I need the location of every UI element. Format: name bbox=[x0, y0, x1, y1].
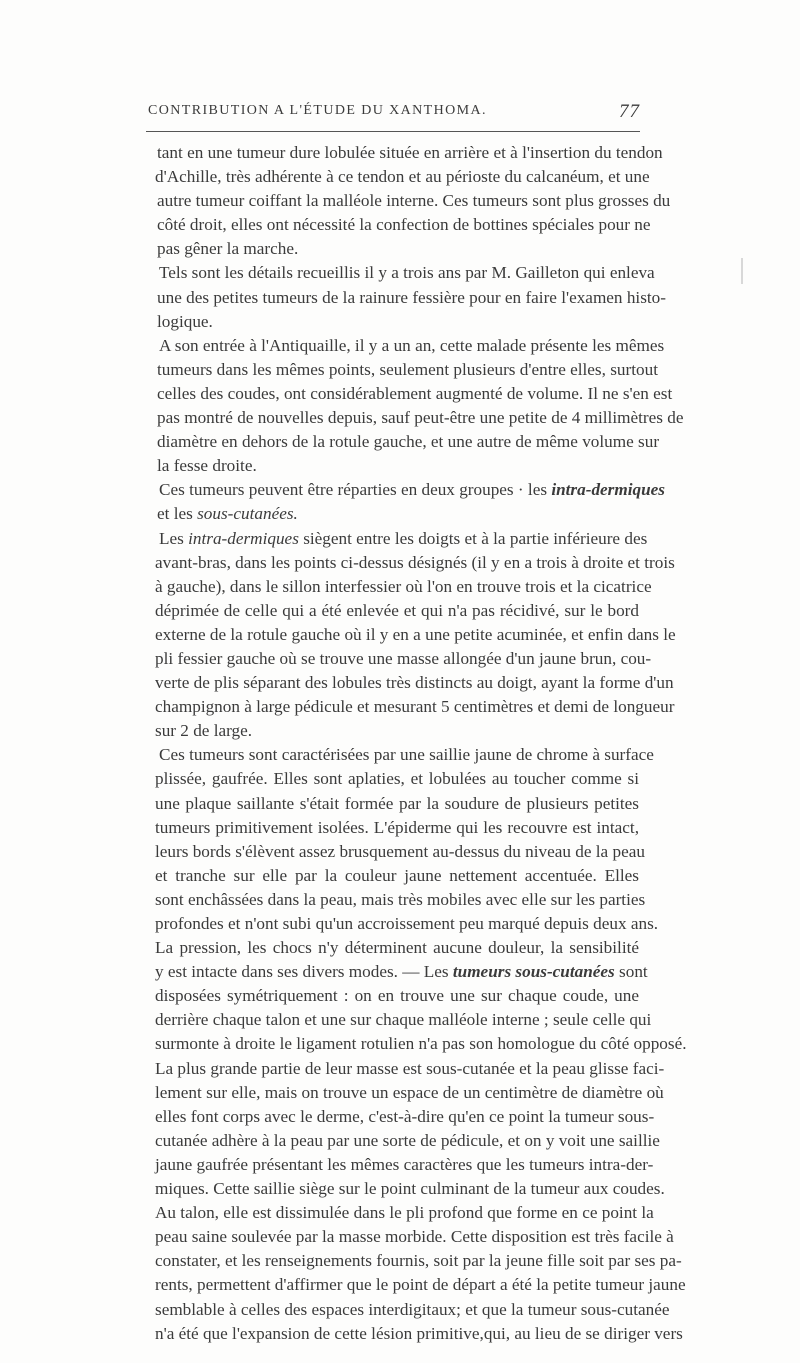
text-line: la fesse droite. bbox=[157, 456, 257, 476]
text-line: pli fessier gauche où se trouve une masse allongée d'un jaune brun, cou- bbox=[155, 648, 652, 668]
text-line: une plaque saillante s'était formée par la soudure de plusieurs petites bbox=[155, 793, 639, 813]
text-line: tumeurs dans les mêmes points, seulement plusieurs d'entre elles, surtout bbox=[157, 359, 658, 379]
text-line: diamètre en dehors de la rotule gauche, et une autre de même volume sur bbox=[157, 432, 660, 452]
text-line: disposées symétriquement : on en trouve une sur chaque coude, une bbox=[155, 986, 639, 1006]
running-head bbox=[148, 103, 640, 125]
text-line: autre tumeur coiffant la malléole interne. Ces tumeurs sont plus grosses du bbox=[157, 191, 671, 211]
text-line: rents, permettent d'affirmer que le point de départ a été la petite tumeur jaune bbox=[155, 1275, 686, 1295]
margin-mark bbox=[741, 258, 743, 284]
text-line: lement sur elle, mais on trouve un espace de un centimètre de diamètre où bbox=[155, 1082, 664, 1102]
text-line: d'Achille, très adhérente à ce tendon et au périoste du calcanéum, et une bbox=[155, 167, 650, 187]
text-line: cutanée adhère à la peau par une sorte de pédicule, et on y voit une saillie bbox=[155, 1130, 660, 1150]
text-line bbox=[155, 960, 648, 984]
italic-term: intra-dermiques bbox=[188, 528, 299, 548]
text-line bbox=[159, 478, 665, 502]
text-line: Au talon, elle est dissimulée dans le pli profond que forme en ce point la bbox=[155, 1203, 654, 1223]
text-run: Les bbox=[159, 528, 184, 548]
text-line: La plus grande partie de leur masse est sous-cutanée et la peau glisse faci- bbox=[155, 1058, 665, 1078]
body-text bbox=[155, 141, 687, 1346]
italic-term: tumeurs sous-cutanées bbox=[452, 962, 615, 982]
text-line: plissée, gaufrée. Elles sont aplaties, et lobulées au toucher comme si bbox=[155, 769, 639, 789]
text-line: La pression, les chocs n'y déterminent aucune douleur, la sensibilité bbox=[155, 938, 639, 958]
text-line: elles font corps avec le derme, c'est-à-dire qu'en ce point la tumeur sous- bbox=[155, 1106, 655, 1126]
text-line: jaune gaufrée présentant les mêmes caractères que les tumeurs intra-der- bbox=[155, 1154, 654, 1174]
text-line: surmonte à droite le ligament rotulien n'a pas son homologue du côté opposé. bbox=[155, 1034, 687, 1054]
text-line: pas montré de nouvelles depuis, sauf peut-être une petite de 4 millimètres de bbox=[157, 408, 684, 428]
text-line: Ces tumeurs sont caractérisées par une saillie jaune de chrome à surface bbox=[159, 745, 654, 765]
text-line: sont enchâssées dans la peau, mais très mobiles avec elle sur les parties bbox=[155, 889, 646, 909]
text-line: peau saine soulevée par la masse morbide. Cette disposition est très facile à bbox=[155, 1227, 674, 1247]
text-line: tant en une tumeur dure lobulée située en arrière et à l'insertion du tendon bbox=[157, 143, 663, 162]
text-line: A son entrée à l'Antiquaille, il y a un an, cette malade présente les mêmes bbox=[159, 335, 665, 355]
text-line: miques. Cette saillie siège sur le point culminant de la tumeur aux coudes. bbox=[155, 1179, 665, 1199]
text-run: siègent entre les doigts et à la partie inférieure des bbox=[303, 528, 648, 548]
text-line: sur 2 de large. bbox=[155, 721, 253, 741]
text-line: n'a été que l'expansion de cette lésion primitive,qui, au lieu de se diriger vers bbox=[155, 1323, 683, 1343]
running-title: CONTRIBUTION A L'ÉTUDE DU XANTHOMA. bbox=[148, 103, 487, 118]
text-run: Ces tumeurs peuvent être réparties en deux groupes · les bbox=[159, 480, 548, 500]
text-line: à gauche), dans le sillon interfessier où l'on en trouve trois et la cicatrice bbox=[155, 576, 652, 596]
text-run: sont bbox=[619, 962, 648, 982]
text-line: verte de plis séparant des lobules très distincts au doigt, ayant la forme d'un bbox=[155, 673, 674, 693]
header-rule bbox=[146, 131, 640, 132]
text-line: profondes et n'ont subi qu'un accroissement peu marqué depuis deux ans. bbox=[155, 914, 659, 933]
text-line: constater, et les renseignements fournis, soit par la jeune fille soit par ses pa- bbox=[155, 1251, 682, 1271]
text-line: derrière chaque talon et une sur chaque malléole interne ; seule celle qui bbox=[155, 1010, 652, 1030]
text-line: externe de la rotule gauche où il y en a une petite acuminée, et enfin dans le bbox=[155, 624, 676, 644]
text-line: déprimée de celle qui a été enlevée et qui n'a pas récidivé, sur le bord bbox=[155, 600, 639, 620]
text-run: et les bbox=[157, 504, 193, 524]
text-line: côté droit, elles ont nécessité la confection de bottines spéciales pour ne bbox=[157, 215, 651, 235]
text-line: champignon à large pédicule et mesurant 5 centimètres et demi de longueur bbox=[155, 697, 675, 717]
text-line bbox=[157, 502, 639, 526]
text-line: et tranche sur elle par la couleur jaune nettement accentuée. Elles bbox=[155, 865, 639, 885]
text-line: logique. bbox=[157, 311, 213, 331]
text-run: y est intacte dans ses divers modes. — Les bbox=[155, 962, 449, 982]
text-line: celles des coudes, ont considérablement augmenté de volume. Il ne s'en est bbox=[157, 383, 673, 403]
page-number: 77 bbox=[619, 101, 640, 122]
text-line: pas gêner la marche. bbox=[157, 239, 299, 259]
text-line: tumeurs primitivement isolées. L'épiderme qui les recouvre est intact, bbox=[155, 817, 639, 837]
text-line: avant-bras, dans les points ci-dessus désignés (il y en a trois à droite et trois bbox=[155, 552, 675, 572]
italic-term: intra-dermiques bbox=[551, 480, 665, 500]
text-line: Tels sont les détails recueillis il y a trois ans par M. Gailleton qui enleva bbox=[159, 263, 655, 283]
italic-term: sous-cutanées. bbox=[197, 504, 298, 524]
text-line bbox=[159, 527, 648, 551]
text-line: semblable à celles des espaces interdigitaux; et que la tumeur sous-cutanée bbox=[155, 1299, 670, 1319]
text-line: une des petites tumeurs de la rainure fessière pour en faire l'examen histo- bbox=[157, 287, 666, 307]
text-line: leurs bords s'élèvent assez brusquement au-dessus du niveau de la peau bbox=[155, 841, 645, 861]
